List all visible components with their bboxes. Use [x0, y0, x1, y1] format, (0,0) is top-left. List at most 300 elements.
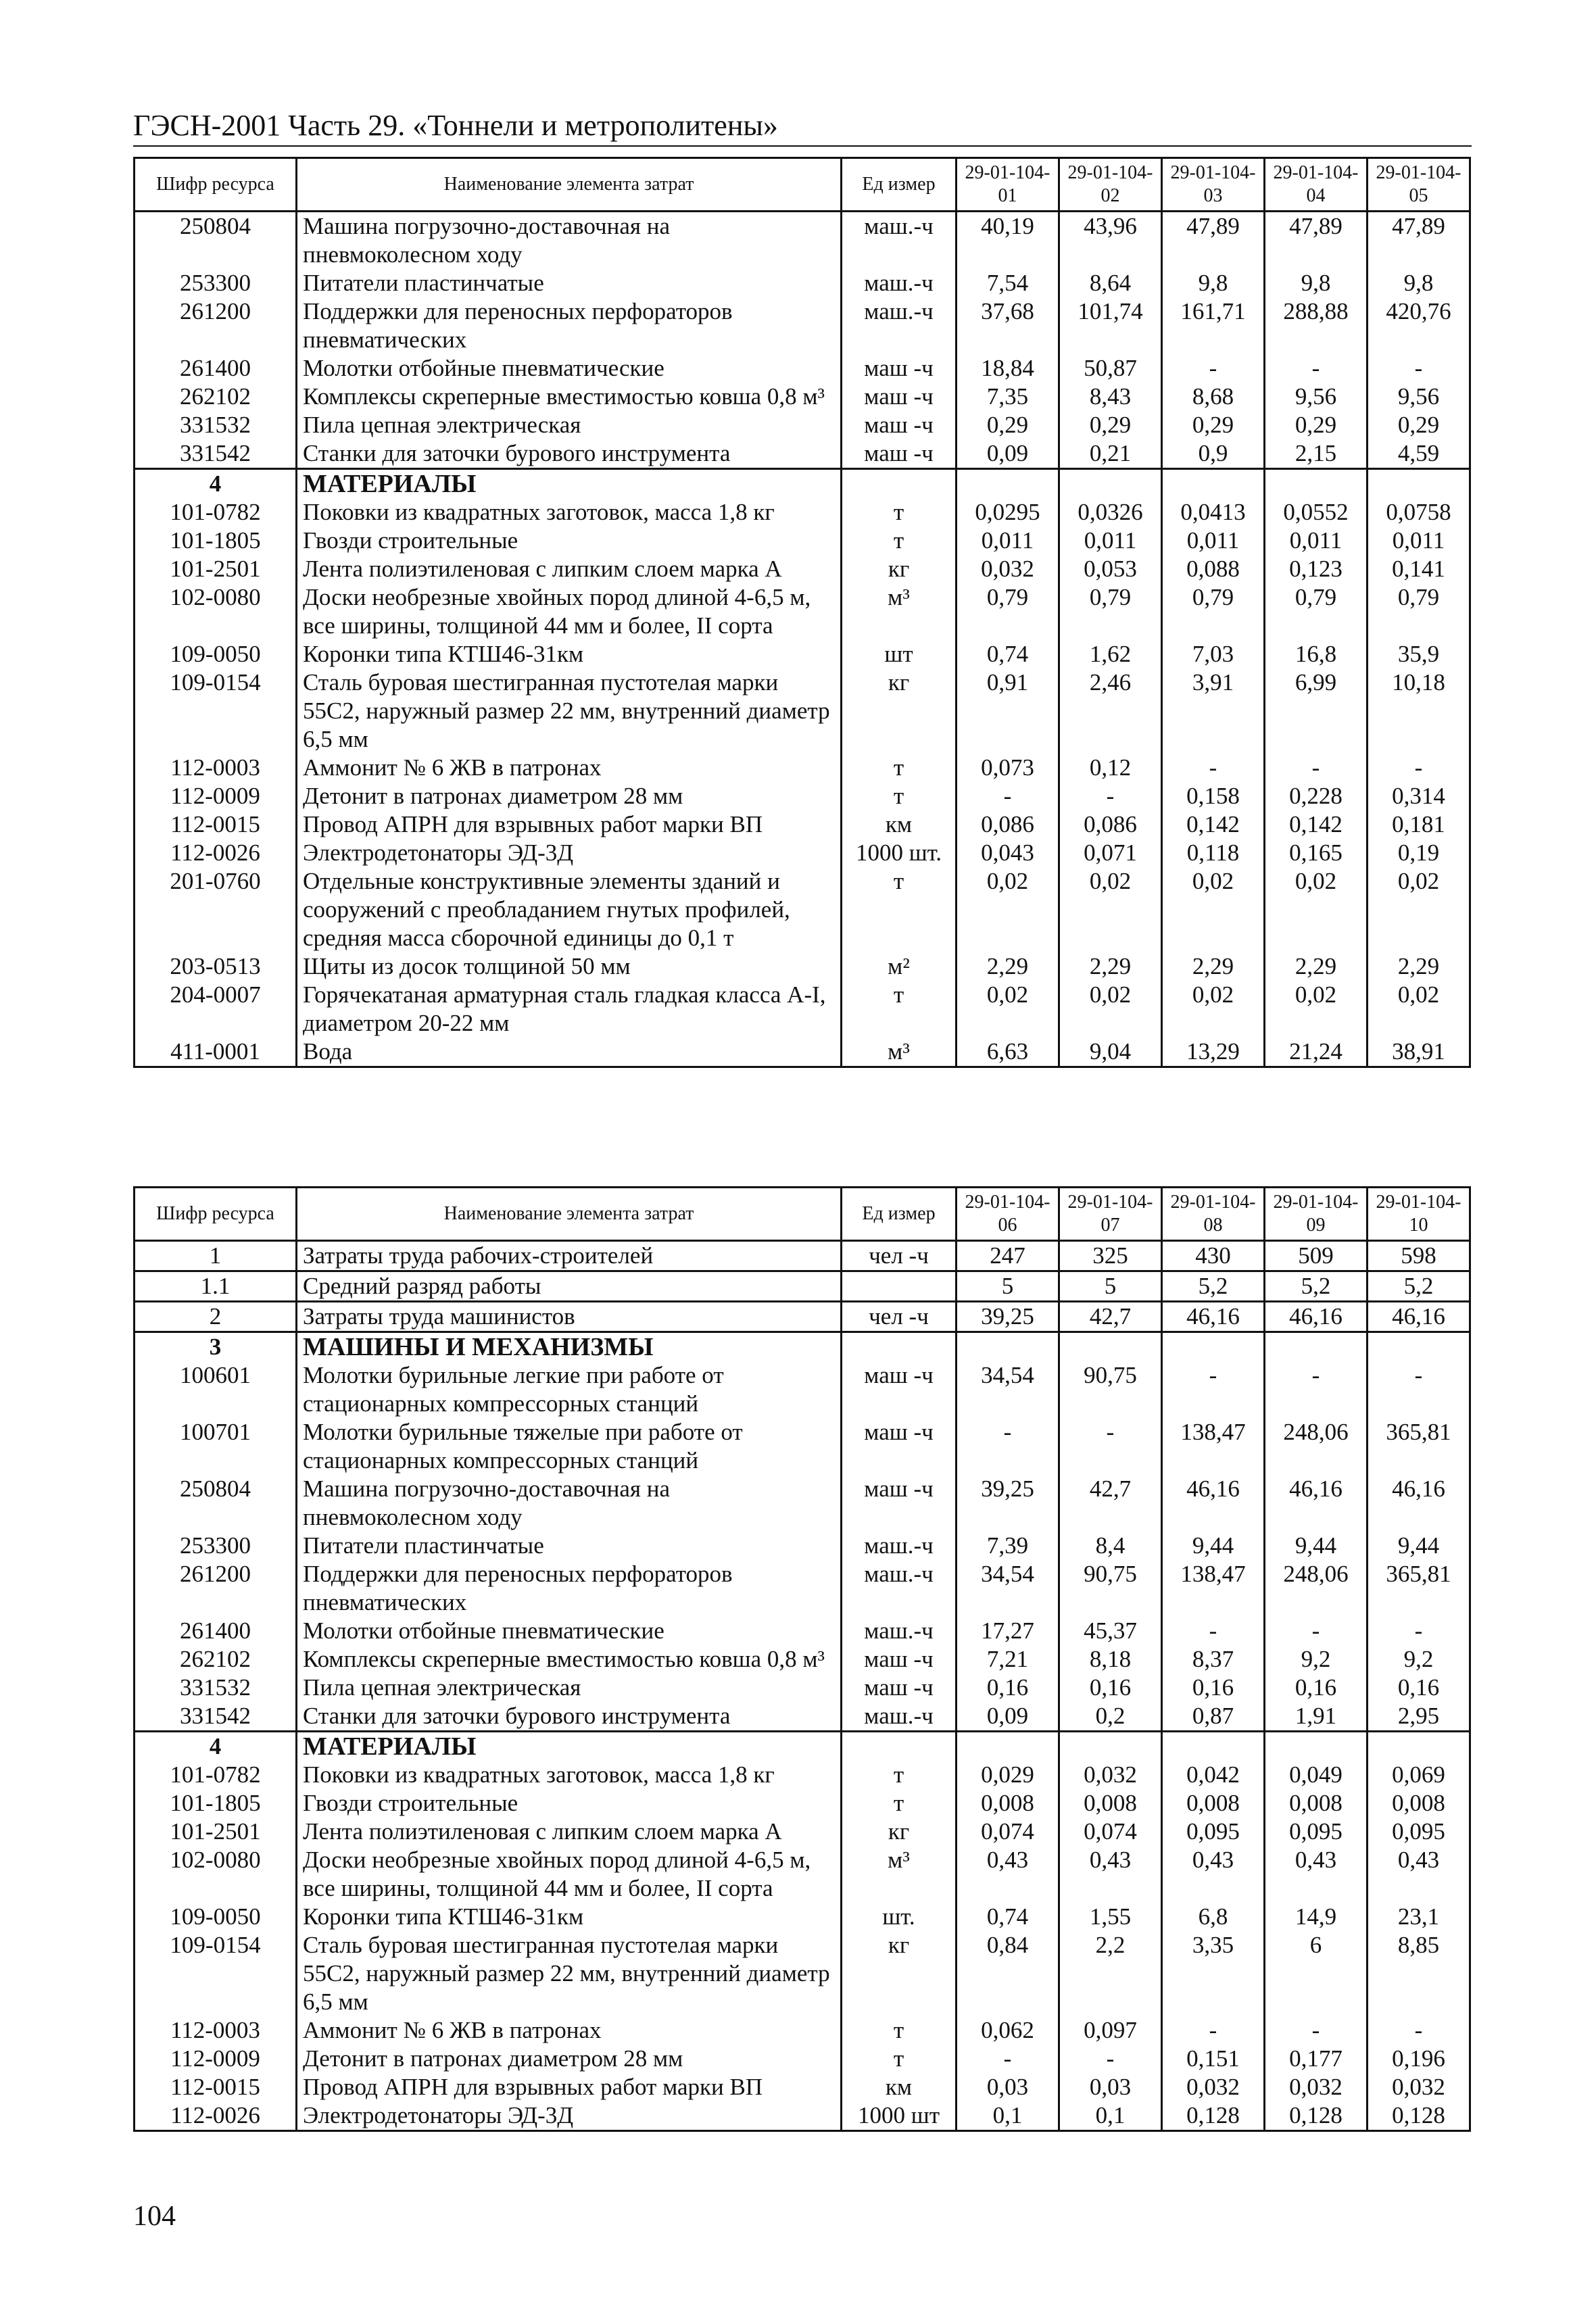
unit-of-measure: шт.: [842, 1903, 957, 1931]
norm-value: 0,011: [1059, 527, 1162, 555]
norm-value: 365,81: [1368, 1560, 1470, 1617]
resource-code: 331532: [135, 1674, 297, 1702]
norm-value: 0,118: [1162, 839, 1265, 867]
norm-value: 21,24: [1265, 1038, 1368, 1067]
resource-name: Детонит в патронах диаметром 28 мм: [297, 782, 842, 810]
norm-value: 0,43: [1265, 1846, 1368, 1903]
resource-name: Станки для заточки бурового инструмента: [297, 439, 842, 469]
norm-value: 0,165: [1265, 839, 1368, 867]
norm-value: -: [957, 2045, 1059, 2073]
resource-name: Средний разряд работы: [297, 1271, 842, 1302]
norm-value: 0,128: [1162, 2101, 1265, 2131]
unit-of-measure: маш.-ч: [842, 212, 957, 270]
resource-name: Отдельные конструктивные элементы зданий и сооружений с преобладанием гнутых профилей, средняя масса сборочной единицы до 0,1 т: [297, 867, 842, 952]
resource-name: Молотки бурильные тяжелые при работе от стационарных компрессорных станций: [297, 1418, 842, 1475]
resource-name: Пила цепная электрическая: [297, 411, 842, 439]
norm-value: 0,02: [1265, 867, 1368, 952]
norm-value: 6,8: [1162, 1903, 1265, 1931]
norm-value: 0,008: [1368, 1789, 1470, 1818]
norm-value: 0,062: [957, 2016, 1059, 2045]
norm-value: 0,0413: [1162, 498, 1265, 527]
resource-code: 102-0080: [135, 583, 297, 640]
resource-code: 112-0026: [135, 2101, 297, 2131]
norm-value: 101,74: [1059, 297, 1162, 354]
column-header: Ед измер: [842, 1188, 957, 1241]
resource-name: Пила цепная электрическая: [297, 1674, 842, 1702]
norm-value: 0,21: [1059, 439, 1162, 469]
resource-name: Доски необрезные хвойных пород длиной 4-6,5 м, все ширины, толщиной 44 мм и более, II сорта: [297, 1846, 842, 1903]
table-row: [135, 1418, 1470, 1475]
section-header-row: [135, 1332, 1470, 1362]
resource-name: Электродетонаторы ЭД-3Д: [297, 2101, 842, 2131]
norm-value: 0,128: [1265, 2101, 1368, 2131]
norm-value: 0,16: [957, 1674, 1059, 1702]
resource-name: Провод АПРН для взрывных работ марки ВП: [297, 810, 842, 839]
norm-value: 365,81: [1368, 1418, 1470, 1475]
norm-value: 247: [957, 1241, 1059, 1271]
norm-value: 0,128: [1368, 2101, 1470, 2131]
norm-value: 248,06: [1265, 1418, 1368, 1475]
unit-of-measure: маш -ч: [842, 354, 957, 383]
norm-value: -: [1265, 754, 1368, 782]
norm-value: 0,29: [1368, 411, 1470, 439]
table-row: [135, 354, 1470, 383]
resource-name: Вода: [297, 1038, 842, 1067]
norm-value: 46,16: [1265, 1302, 1368, 1332]
norm-value: 0,071: [1059, 839, 1162, 867]
norm-value: -: [1368, 754, 1470, 782]
resource-name: Сталь буровая шестигранная пустотелая марки 55С2, наружный размер 22 мм, внутренний диаметр 6,5 мм: [297, 668, 842, 754]
table-row: [135, 212, 1470, 270]
resource-code: 101-1805: [135, 527, 297, 555]
page-title: ГЭСН-2001 Часть 29. «Тоннели и метрополитены»: [133, 109, 778, 142]
column-header: Шифр ресурса: [135, 1188, 297, 1241]
resource-code: 261200: [135, 1560, 297, 1617]
norm-value: -: [1162, 754, 1265, 782]
norm-value: 42,7: [1059, 1302, 1162, 1332]
table-row: [135, 1038, 1470, 1067]
norm-value: 46,16: [1162, 1302, 1265, 1332]
norm-value: 0,095: [1265, 1818, 1368, 1846]
resource-name: Поковки из квадратных заготовок, масса 1,8 кг: [297, 1761, 842, 1789]
resource-name: Гвозди строительные: [297, 527, 842, 555]
unit-of-measure: маш.-ч: [842, 297, 957, 354]
resource-name: Молотки отбойные пневматические: [297, 1617, 842, 1645]
norm-value: 2,29: [1265, 952, 1368, 981]
resource-code: 112-0009: [135, 2045, 297, 2073]
norm-value: 0,02: [1162, 981, 1265, 1038]
norm-value: 0,43: [1368, 1846, 1470, 1903]
resource-name: Питатели пластинчатые: [297, 269, 842, 297]
unit-of-measure: м²: [842, 952, 957, 981]
resource-code: 109-0050: [135, 1903, 297, 1931]
norm-value: [1059, 1332, 1162, 1362]
unit-of-measure: т: [842, 2045, 957, 2073]
norm-value: [957, 1332, 1059, 1362]
column-header: 29-01-104-07: [1059, 1188, 1162, 1241]
table-row: [135, 1674, 1470, 1702]
column-header: 29-01-104-10: [1368, 1188, 1470, 1241]
norm-value: [1265, 1332, 1368, 1362]
resource-code: 261200: [135, 297, 297, 354]
norm-value: 0,095: [1368, 1818, 1470, 1846]
column-header: Наименование элемента затрат: [297, 1188, 842, 1241]
norm-value: 9,44: [1162, 1532, 1265, 1560]
norm-value: -: [1162, 354, 1265, 383]
norm-value: 0,043: [957, 839, 1059, 867]
norm-value: 0,151: [1162, 2045, 1265, 2073]
norm-value: 46,16: [1368, 1475, 1470, 1532]
norm-value: 9,8: [1265, 269, 1368, 297]
resource-code: 101-0782: [135, 498, 297, 527]
norm-value: 0,181: [1368, 810, 1470, 839]
norm-value: 0,142: [1162, 810, 1265, 839]
column-header: 29-01-104-01: [957, 158, 1059, 212]
norm-value: 8,64: [1059, 269, 1162, 297]
unit-of-measure: 1000 шт.: [842, 839, 957, 867]
table-row: [135, 1241, 1470, 1271]
unit-of-measure: км: [842, 2073, 957, 2101]
unit-of-measure: кг: [842, 1931, 957, 2016]
norm-value: 6,63: [957, 1038, 1059, 1067]
norm-value: 43,96: [1059, 212, 1162, 270]
table-row: [135, 1702, 1470, 1732]
column-header: 29-01-104-06: [957, 1188, 1059, 1241]
table-row: [135, 1846, 1470, 1903]
section-header-row: [135, 469, 1470, 499]
norm-value: 0,09: [957, 1702, 1059, 1732]
norm-value: 0,74: [957, 1903, 1059, 1931]
resource-code: 112-0026: [135, 839, 297, 867]
unit-of-measure: т: [842, 527, 957, 555]
norm-value: 8,4: [1059, 1532, 1162, 1560]
unit-of-measure: [842, 469, 957, 499]
norm-value: 3,91: [1162, 668, 1265, 754]
norm-value: 0,049: [1265, 1761, 1368, 1789]
norm-value: 7,39: [957, 1532, 1059, 1560]
norm-value: -: [1368, 1617, 1470, 1645]
table-row: [135, 1271, 1470, 1302]
norm-value: -: [957, 782, 1059, 810]
table-row: [135, 1818, 1470, 1846]
norm-value: 39,25: [957, 1475, 1059, 1532]
resource-name: Коронки типа КТШ46-31км: [297, 640, 842, 668]
norm-value: 0,069: [1368, 1761, 1470, 1789]
table-row: [135, 2016, 1470, 2045]
table-row: [135, 810, 1470, 839]
norm-value: 0,79: [1265, 583, 1368, 640]
page-number: 104: [133, 2201, 176, 2232]
unit-of-measure: маш -ч: [842, 1475, 957, 1532]
column-header: 29-01-104-02: [1059, 158, 1162, 212]
unit-of-measure: маш.-ч: [842, 1702, 957, 1732]
resource-code: 112-0015: [135, 2073, 297, 2101]
unit-of-measure: кг: [842, 668, 957, 754]
norm-value: 8,85: [1368, 1931, 1470, 2016]
norm-value: 138,47: [1162, 1560, 1265, 1617]
unit-of-measure: маш -ч: [842, 1674, 957, 1702]
resource-code: 101-0782: [135, 1761, 297, 1789]
table-header-row: [135, 158, 1470, 212]
resource-name: МАТЕРИАЛЫ: [297, 469, 842, 499]
norm-value: 7,21: [957, 1645, 1059, 1674]
unit-of-measure: маш -ч: [842, 383, 957, 411]
norm-value: 0,032: [1368, 2073, 1470, 2101]
column-header: Шифр ресурса: [135, 158, 297, 212]
norm-value: 39,25: [957, 1302, 1059, 1332]
norm-value: 90,75: [1059, 1560, 1162, 1617]
norm-value: 16,8: [1265, 640, 1368, 668]
norm-value: 0,011: [1265, 527, 1368, 555]
norm-value: 9,04: [1059, 1038, 1162, 1067]
resource-name: Аммонит № 6 ЖВ в патронах: [297, 754, 842, 782]
section-header-row: [135, 1732, 1470, 1761]
resource-name: Молотки отбойные пневматические: [297, 354, 842, 383]
norm-value: 0,16: [1059, 1674, 1162, 1702]
norm-value: 0,43: [1059, 1846, 1162, 1903]
unit-of-measure: м³: [842, 1846, 957, 1903]
unit-of-measure: [842, 1271, 957, 1302]
table-row: [135, 383, 1470, 411]
resource-name: Детонит в патронах диаметром 28 мм: [297, 2045, 842, 2073]
resource-code: 1.1: [135, 1271, 297, 1302]
resource-name: Лента полиэтиленовая с липким слоем марка А: [297, 555, 842, 583]
table-row: [135, 555, 1470, 583]
resource-name: Станки для заточки бурового инструмента: [297, 1702, 842, 1732]
norm-value: 9,8: [1368, 269, 1470, 297]
norm-value: 0,29: [1059, 411, 1162, 439]
norm-value: 0,074: [1059, 1818, 1162, 1846]
norm-value: 34,54: [957, 1560, 1059, 1617]
norm-value: 0,095: [1162, 1818, 1265, 1846]
table-row: [135, 839, 1470, 867]
norm-value: 0,79: [1059, 583, 1162, 640]
norm-value: 0,088: [1162, 555, 1265, 583]
norm-value: 0,2: [1059, 1702, 1162, 1732]
resource-code: 112-0003: [135, 754, 297, 782]
unit-of-measure: км: [842, 810, 957, 839]
resource-code: 1: [135, 1241, 297, 1271]
table-row: [135, 2045, 1470, 2073]
table-row: [135, 981, 1470, 1038]
norm-value: 10,18: [1368, 668, 1470, 754]
norm-value: 8,18: [1059, 1645, 1162, 1674]
norm-value: -: [957, 1418, 1059, 1475]
norm-value: [1265, 469, 1368, 499]
resource-code: 109-0154: [135, 668, 297, 754]
norm-value: 0,042: [1162, 1761, 1265, 1789]
norm-value: [1059, 469, 1162, 499]
norm-value: 0,1: [1059, 2101, 1162, 2131]
norm-value: 0,086: [1059, 810, 1162, 839]
table-row: [135, 1560, 1470, 1617]
norm-value: [1368, 1332, 1470, 1362]
unit-of-measure: чел -ч: [842, 1241, 957, 1271]
unit-of-measure: т: [842, 1761, 957, 1789]
unit-of-measure: маш.-ч: [842, 1532, 957, 1560]
table-row: [135, 1903, 1470, 1931]
unit-of-measure: кг: [842, 555, 957, 583]
norm-value: 0,12: [1059, 754, 1162, 782]
unit-of-measure: маш.-ч: [842, 269, 957, 297]
norm-value: 0,086: [957, 810, 1059, 839]
norm-value: 46,16: [1162, 1475, 1265, 1532]
resource-code: 411-0001: [135, 1038, 297, 1067]
norm-value: 9,44: [1265, 1532, 1368, 1560]
norm-value: 14,9: [1265, 1903, 1368, 1931]
table-row: [135, 1532, 1470, 1560]
norm-value: 0,16: [1368, 1674, 1470, 1702]
table-row: [135, 1361, 1470, 1418]
norm-value: 5: [957, 1271, 1059, 1302]
norm-value: 35,9: [1368, 640, 1470, 668]
norm-value: 9,2: [1265, 1645, 1368, 1674]
resource-name: Аммонит № 6 ЖВ в патронах: [297, 2016, 842, 2045]
resource-name: Поддержки для переносных перфораторов пневматических: [297, 297, 842, 354]
table-row: [135, 952, 1470, 981]
norm-value: 9,44: [1368, 1532, 1470, 1560]
norm-value: 0,84: [957, 1931, 1059, 2016]
norm-value: [1368, 469, 1470, 499]
norm-value: 0,16: [1162, 1674, 1265, 1702]
norm-value: 0,43: [1162, 1846, 1265, 1903]
norm-value: 0,29: [1162, 411, 1265, 439]
table-row: [135, 782, 1470, 810]
norm-value: 0,0758: [1368, 498, 1470, 527]
resource-code: 109-0154: [135, 1931, 297, 2016]
resource-code: 201-0760: [135, 867, 297, 952]
resource-code: 109-0050: [135, 640, 297, 668]
unit-of-measure: т: [842, 1789, 957, 1818]
unit-of-measure: маш -ч: [842, 439, 957, 469]
norm-value: 0,9: [1162, 439, 1265, 469]
table-row: [135, 1302, 1470, 1332]
norm-value: 3,35: [1162, 1931, 1265, 2016]
norm-value: 325: [1059, 1241, 1162, 1271]
resource-code: 250804: [135, 212, 297, 270]
norm-value: 9,2: [1368, 1645, 1470, 1674]
resource-code: 4: [135, 1732, 297, 1761]
norm-value: 0,158: [1162, 782, 1265, 810]
norm-value: 420,76: [1368, 297, 1470, 354]
norm-value: 5,2: [1162, 1271, 1265, 1302]
resource-name: Поддержки для переносных перфораторов пневматических: [297, 1560, 842, 1617]
table-row: [135, 1475, 1470, 1532]
norm-value: -: [1265, 1361, 1368, 1418]
norm-value: 7,03: [1162, 640, 1265, 668]
resource-code: 2: [135, 1302, 297, 1332]
table-row: [135, 668, 1470, 754]
norm-value: 0,87: [1162, 1702, 1265, 1732]
norm-value: 1,62: [1059, 640, 1162, 668]
norm-value: -: [1368, 354, 1470, 383]
norm-value: -: [1059, 1418, 1162, 1475]
norm-value: 288,88: [1265, 297, 1368, 354]
norm-value: 0,0326: [1059, 498, 1162, 527]
table-row: [135, 411, 1470, 439]
norm-value: 40,19: [957, 212, 1059, 270]
resource-code: 261400: [135, 1617, 297, 1645]
table-row: [135, 297, 1470, 354]
norm-value: [1368, 1732, 1470, 1761]
unit-of-measure: шт: [842, 640, 957, 668]
unit-of-measure: т: [842, 754, 957, 782]
unit-of-measure: чел -ч: [842, 1302, 957, 1332]
norm-value: 0,141: [1368, 555, 1470, 583]
resource-name: МАТЕРИАЛЫ: [297, 1732, 842, 1761]
table-row: [135, 1931, 1470, 2016]
norm-value: -: [1059, 782, 1162, 810]
norm-value: 0,91: [957, 668, 1059, 754]
norm-value: 13,29: [1162, 1038, 1265, 1067]
resource-code: 261400: [135, 354, 297, 383]
norm-value: 0,228: [1265, 782, 1368, 810]
norm-value: 2,29: [1059, 952, 1162, 981]
norm-value: 2,46: [1059, 668, 1162, 754]
column-header: Ед измер: [842, 158, 957, 212]
resource-name: МАШИНЫ И МЕХАНИЗМЫ: [297, 1332, 842, 1362]
norm-value: 0,196: [1368, 2045, 1470, 2073]
norm-value: 0,011: [1162, 527, 1265, 555]
resource-code: 204-0007: [135, 981, 297, 1038]
norm-value: 0,0295: [957, 498, 1059, 527]
norm-value: 0,02: [1368, 981, 1470, 1038]
resource-table-1: [133, 157, 1471, 1068]
norm-value: 37,68: [957, 297, 1059, 354]
norm-value: 0,008: [1162, 1789, 1265, 1818]
table-row: [135, 269, 1470, 297]
resource-code: 102-0080: [135, 1846, 297, 1903]
resource-code: 331532: [135, 411, 297, 439]
norm-value: [1059, 1732, 1162, 1761]
norm-value: 2,95: [1368, 1702, 1470, 1732]
norm-value: 598: [1368, 1241, 1470, 1271]
resource-code: 262102: [135, 383, 297, 411]
norm-value: 2,29: [957, 952, 1059, 981]
norm-value: 7,54: [957, 269, 1059, 297]
norm-value: 46,16: [1368, 1302, 1470, 1332]
column-header: 29-01-104-08: [1162, 1188, 1265, 1241]
resource-name: Комплексы скреперные вместимостью ковша 0,8 м³: [297, 383, 842, 411]
unit-of-measure: т: [842, 782, 957, 810]
norm-value: 509: [1265, 1241, 1368, 1271]
norm-value: 0,008: [957, 1789, 1059, 1818]
table-row: [135, 583, 1470, 640]
resource-name: Машина погрузочно-доставочная на пневмоколесном ходу: [297, 212, 842, 270]
resource-code: 3: [135, 1332, 297, 1362]
norm-value: 0,032: [957, 555, 1059, 583]
resource-table-2: [133, 1186, 1471, 2132]
resource-name: Коронки типа КТШ46-31км: [297, 1903, 842, 1931]
resource-name: Электродетонаторы ЭД-3Д: [297, 839, 842, 867]
resource-name: Гвозди строительные: [297, 1789, 842, 1818]
norm-value: 0,142: [1265, 810, 1368, 839]
norm-value: 0,314: [1368, 782, 1470, 810]
resource-name: Машина погрузочно-доставочная на пневмоколесном ходу: [297, 1475, 842, 1532]
norm-value: 0,02: [1368, 867, 1470, 952]
norm-value: -: [1368, 2016, 1470, 2045]
column-header: Наименование элемента затрат: [297, 158, 842, 212]
norm-value: 50,87: [1059, 354, 1162, 383]
norm-value: 5,2: [1265, 1271, 1368, 1302]
norm-value: -: [1162, 1617, 1265, 1645]
norm-value: 9,56: [1368, 383, 1470, 411]
resource-code: 112-0015: [135, 810, 297, 839]
norm-value: 8,68: [1162, 383, 1265, 411]
norm-value: 0,03: [957, 2073, 1059, 2101]
norm-value: 0,02: [1162, 867, 1265, 952]
table-row: [135, 640, 1470, 668]
